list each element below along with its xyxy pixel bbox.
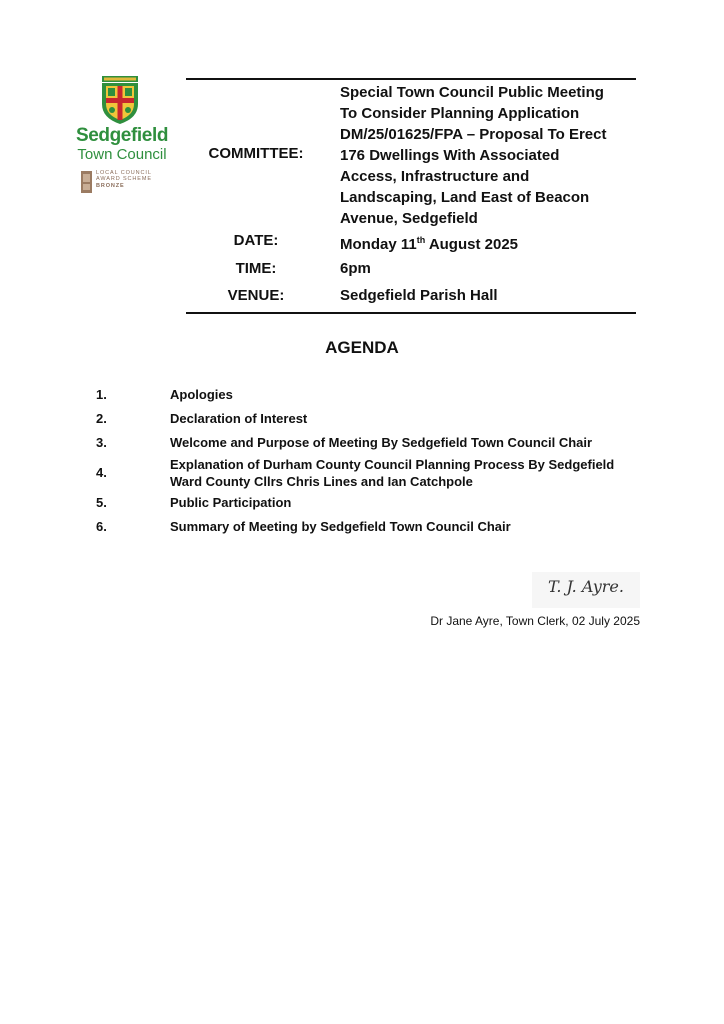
date-label: DATE: (233, 232, 279, 249)
agenda-item-number: 2. (96, 411, 107, 426)
committee-label: COMMITTEE: (208, 145, 304, 162)
agenda-item-number: 1. (96, 387, 107, 402)
signature-script: T. J. Ayre. (548, 577, 624, 596)
time-label: TIME: (235, 260, 277, 277)
logo-subtitle: Town Council (77, 146, 167, 163)
agenda-item-number: 5. (96, 495, 107, 510)
venue-label: VENUE: (227, 287, 285, 304)
award-line-1: LOCAL COUNCIL (96, 170, 152, 176)
agenda-item-text: Apologies (170, 387, 233, 402)
agenda-item-number: 6. (96, 519, 107, 534)
agenda-item-number: 4. (96, 465, 107, 480)
time-value: 6pm (340, 260, 371, 277)
agenda-item-text (170, 456, 650, 490)
meeting-details-table (186, 78, 636, 314)
council-crest-icon (100, 76, 140, 124)
committee-line: DM/25/01625/FPA – Proposal To Erect (340, 126, 607, 143)
committee-line: Avenue, Sedgefield (340, 210, 478, 227)
agenda-item-text: Declaration of Interest (170, 411, 308, 426)
award-ribbon-icon (81, 171, 92, 193)
agenda-item-text: Summary of Meeting by Sedgefield Town Council Chair (170, 519, 511, 534)
agenda-item-text: Welcome and Purpose of Meeting By Sedgefield Town Council Chair (170, 435, 593, 450)
committee-line: Special Town Council Public Meeting (340, 84, 604, 101)
signature-image (532, 572, 640, 608)
award-text (96, 170, 152, 189)
agenda-item-line: Explanation of Durham County Council Planning Process By Sedgefield (170, 457, 615, 472)
logo-name: Sedgefield (75, 125, 169, 146)
committee-line: To Consider Planning Application (340, 105, 580, 122)
award-level: BRONZE (96, 182, 125, 189)
date-day: Monday 11 (340, 236, 417, 253)
venue-value: Sedgefield Parish Hall (340, 287, 498, 304)
award-line-2: AWARD SCHEME (96, 176, 152, 183)
date-rest: August 2025 (425, 236, 519, 253)
award-scheme-badge (81, 170, 171, 196)
committee-line: Landscaping, Land East of Beacon (340, 189, 590, 206)
date-value (340, 230, 632, 255)
agenda-item-line: Ward County Cllrs Chris Lines and Ian Catchpole (170, 474, 473, 489)
committee-line: 176 Dwellings With Associated (340, 147, 560, 164)
signature-caption: Dr Jane Ayre, Town Clerk, 02 July 2025 (430, 614, 640, 628)
committee-line: Access, Infrastructure and (340, 168, 530, 185)
date-suffix: th (416, 235, 426, 245)
agenda-title: AGENDA (325, 338, 399, 357)
committee-value (340, 82, 632, 229)
agenda-item-text: Public Participation (170, 495, 292, 510)
agenda-item-number: 3. (96, 435, 107, 450)
